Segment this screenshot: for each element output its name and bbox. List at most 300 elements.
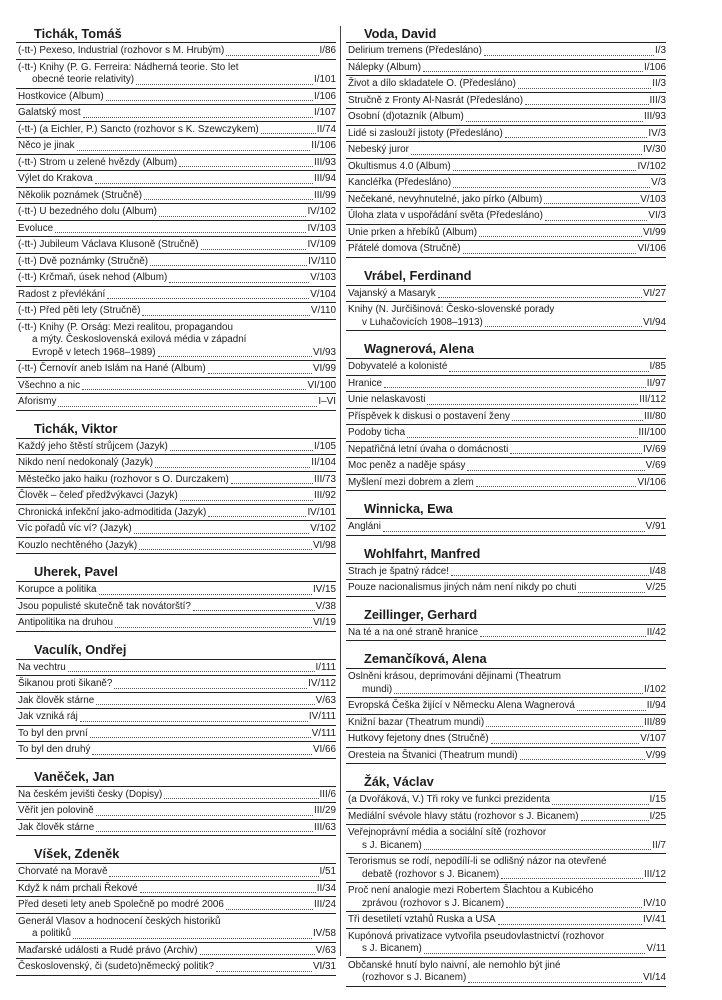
author-section-vanecek-jan (16, 768, 336, 837)
index-entry (346, 409, 666, 426)
dot-leader (424, 952, 646, 954)
entry-title-line: Unie nelaskavosti (348, 394, 426, 405)
issue-page-ref: VI/27 (642, 287, 666, 299)
author-heading: Uherek, Pavel (16, 563, 336, 582)
entry-last-line (348, 411, 666, 424)
index-entry (16, 204, 336, 221)
entry-title-line: Okultismus 4.0 (Album) (348, 160, 451, 172)
dot-leader (479, 235, 642, 237)
index-entry (346, 825, 666, 854)
author-section-vaculik-ondrej (16, 641, 336, 759)
issue-page-ref: V/110 (310, 305, 336, 316)
issue-page-ref: V/111 (311, 727, 336, 739)
dot-leader (520, 758, 645, 760)
author-section-vrabel-ferdinand (346, 267, 666, 332)
entry-last-line (348, 62, 666, 75)
issue-page-ref: II/7 (652, 839, 666, 851)
entry-last-line (348, 394, 666, 407)
index-entry (16, 188, 336, 205)
issue-page-ref: V/25 (645, 582, 666, 593)
issue-page-ref: III/80 (644, 410, 666, 422)
dot-leader (136, 83, 313, 85)
entry-last-line (348, 161, 666, 174)
entry-title-line: Radost z převlékání (18, 288, 106, 300)
dot-leader (506, 906, 642, 908)
entry-last-line (348, 943, 666, 956)
issue-page-ref: III/92 (314, 490, 336, 501)
index-entry (16, 582, 336, 599)
issue-page-ref: VI/106 (637, 243, 666, 254)
author-section-visek-zdenek (16, 845, 336, 976)
entry-title-line: Československý, či (sudeto)německý politik? (18, 961, 214, 972)
entry-last-line (18, 805, 336, 818)
issue-page-ref: VI/99 (312, 363, 336, 374)
entry-title-line: Pouze nacionalismus jiných nám není nikdy po chuti (348, 582, 577, 593)
dot-leader (486, 725, 643, 727)
entry-last-line (18, 140, 336, 153)
dot-leader (552, 803, 649, 805)
entry-title-line: debatě (rozhovor s J. Bicanem) (362, 868, 500, 880)
author-section-tichak-tomas (16, 26, 336, 411)
index-entry (346, 912, 666, 929)
entry-title-line: Jsou populisté skutečně tak novátorští? (18, 600, 191, 612)
entry-last-line (18, 173, 336, 186)
author-heading: Wohlfahrt, Manfred (346, 545, 666, 564)
entry-title-line: Evoluce (18, 222, 54, 234)
entry-title-line: To byl den druhý (18, 744, 91, 755)
author-section-zeillinger-gerhard (346, 606, 666, 642)
dot-leader (480, 635, 646, 637)
index-entry (16, 171, 336, 188)
entry-last-line (18, 678, 336, 691)
issue-page-ref: I/85 (649, 361, 666, 372)
entry-title-line: Moc peněz a naděje spásy (348, 460, 466, 471)
issue-page-ref: VI/14 (642, 972, 666, 983)
issue-page-ref: III/3 (649, 94, 666, 106)
author-section-uherek-pavel (16, 563, 336, 632)
entry-title-line: Městečko jako haiku (rozhovor s O. Durczakem) (18, 473, 229, 485)
index-entry (16, 615, 336, 632)
index-entry (346, 475, 666, 492)
dot-leader (107, 297, 309, 299)
entry-title-line: Výlet do Krakova (18, 173, 93, 184)
author-heading: Zeillinger, Gerhard (346, 606, 666, 625)
index-entry (16, 60, 336, 89)
dot-leader (424, 848, 651, 850)
issue-page-ref: VI/3 (648, 210, 666, 221)
author-section-zemancikova-alena (346, 650, 666, 764)
dot-leader (577, 709, 646, 711)
dot-leader (92, 753, 311, 755)
entry-last-line (18, 457, 336, 470)
dot-leader (95, 182, 313, 184)
author-section-wagnerova-alena (346, 340, 666, 491)
index-entry (16, 394, 336, 411)
issue-page-ref: IV/111 (308, 711, 336, 722)
entry-last-line (348, 361, 666, 374)
entry-last-line (18, 223, 336, 236)
dot-leader (467, 469, 644, 471)
index-entry (16, 378, 336, 395)
issue-page-ref: III/100 (638, 427, 666, 438)
entry-title-line: Delirium tremens (Předesláno) (348, 45, 482, 56)
issue-page-ref: V/103 (640, 193, 666, 205)
dot-leader (545, 219, 648, 221)
entry-last-line (348, 317, 666, 330)
index-entry (16, 287, 336, 304)
issue-page-ref: IV/58 (312, 928, 336, 939)
dot-leader (423, 70, 643, 72)
dot-leader (505, 136, 648, 138)
dot-leader (510, 452, 642, 454)
issue-page-ref: IV/102 (637, 160, 666, 172)
index-entry (16, 472, 336, 489)
entry-title-line: Na té a na oné straně hranice (348, 626, 479, 638)
index-entry (346, 731, 666, 748)
author-heading: Zemančíková, Alena (346, 650, 666, 669)
entry-title-line: s J. Bicanem) (362, 839, 422, 851)
entry-last-line (18, 239, 336, 252)
entry-title-line: Člověk – čeleď předžvýkavci (Jazyk) (18, 490, 178, 501)
entry-last-line (18, 157, 336, 170)
entry-title-line: zprávou (rozhovor s J. Bicanem) (362, 897, 505, 909)
entry-title-line: Něco je jinak (18, 140, 75, 151)
dot-leader (90, 736, 311, 738)
issue-page-ref: II/34 (316, 882, 336, 894)
entry-last-line (18, 662, 336, 675)
dot-leader (201, 248, 307, 250)
entry-last-line (18, 928, 336, 941)
entry-title-line: Chronická infekční jako-admoditida (Jazyk) (18, 506, 207, 518)
entry-title-line: Podoby ticha (348, 427, 406, 438)
entry-last-line (348, 427, 666, 440)
entry-title-line: Galatský most (18, 107, 81, 118)
dot-leader (164, 797, 318, 799)
entry-title-line: Unie prken a hřebíků (Album) (348, 226, 477, 238)
author-heading: Vrábel, Ferdinand (346, 267, 666, 286)
entry-title-line: a mýty. Československá exilová média v západní (32, 334, 247, 345)
dot-leader (544, 202, 639, 204)
entry-title-line: Lidé si zaslouží jistoty (Předesláno) (348, 127, 503, 139)
dot-leader (484, 54, 654, 56)
entry-title-line: Několik poznámek (Stručně) (18, 189, 143, 201)
dot-leader (159, 215, 307, 217)
entry-last-line (18, 961, 336, 974)
entry-title-line: Na vechtru (18, 661, 66, 673)
issue-page-ref: VI/19 (312, 617, 336, 628)
entry-title-line: (-tt-) Knihy (P. Orság: Mezi realitou, propagandou (18, 321, 233, 333)
entry-last-line (18, 490, 336, 503)
entry-title-line: Všechno a nic (18, 379, 81, 391)
issue-page-ref: I/111 (315, 661, 336, 673)
entry-last-line (348, 243, 666, 256)
index-entry (346, 698, 666, 715)
dot-leader (77, 149, 311, 151)
entry-last-line (348, 914, 666, 927)
issue-page-ref: III/89 (644, 716, 666, 728)
issue-page-ref: V/99 (645, 749, 666, 761)
dot-leader (512, 419, 643, 421)
issue-page-ref: I/51 (319, 866, 336, 877)
entry-last-line (18, 899, 336, 912)
entry-title-line: Víc pořadů víc ví? (Jazyk) (18, 523, 132, 534)
dot-leader (466, 120, 643, 122)
entry-title-line: Kouzlo nechtěného (Jazyk) (18, 539, 138, 551)
index-entry (346, 126, 666, 143)
author-heading: Winnicka, Ewa (346, 500, 666, 519)
index-entry (346, 425, 666, 442)
entry-last-line (18, 728, 336, 741)
index-entry (346, 669, 666, 698)
index-entry (346, 748, 666, 765)
entry-title-line: Věřit jen polovině (18, 805, 94, 816)
issue-page-ref: VI/100 (307, 379, 336, 391)
index-entry (16, 320, 336, 362)
index-entry (16, 270, 336, 287)
entry-last-line (18, 206, 336, 219)
issue-page-ref: IV/15 (312, 584, 336, 595)
index-entry (346, 208, 666, 225)
dot-leader (114, 687, 307, 689)
entry-last-line (18, 305, 336, 318)
index-entry (16, 439, 336, 456)
entry-title-line: (-tt-) Před pěti lety (Stručně) (18, 305, 141, 316)
entry-last-line (18, 883, 336, 896)
issue-page-ref: III/93 (644, 111, 666, 122)
index-column-right (346, 26, 666, 996)
entry-last-line (348, 288, 666, 301)
author-heading: Vaculík, Ondřej (16, 641, 336, 660)
index-entry (346, 958, 666, 987)
entry-last-line (18, 441, 336, 454)
entry-title-line: Knižní bazar (Theatrum mundi) (348, 716, 485, 728)
entry-last-line (18, 272, 336, 285)
index-entry (16, 726, 336, 743)
index-entry (16, 803, 336, 820)
entry-title-line: Příspěvek k diskusi o postavení ženy (348, 410, 510, 422)
entry-last-line (18, 617, 336, 630)
entry-last-line (348, 227, 666, 240)
dot-leader (68, 670, 315, 672)
index-entry (346, 241, 666, 258)
author-heading: Tichák, Tomáš (16, 26, 336, 43)
entry-last-line (18, 363, 336, 376)
index-entry (346, 392, 666, 409)
entry-title-line: Myšlení mezi dobrem a zlem (348, 476, 474, 488)
dot-leader (476, 485, 637, 487)
issue-page-ref: VI/98 (312, 539, 336, 551)
index-entry (346, 43, 666, 60)
dot-leader (170, 449, 313, 451)
entry-last-line (348, 794, 666, 807)
index-entry (16, 742, 336, 759)
dot-leader (383, 530, 645, 532)
dot-leader (179, 165, 313, 167)
dot-leader (96, 703, 314, 705)
entry-title-line: Nikdo není nedokonalý (Jazyk) (18, 457, 154, 468)
issue-page-ref: IV/109 (307, 239, 336, 250)
dot-leader (226, 54, 318, 56)
dot-leader (407, 436, 637, 438)
issue-page-ref: VI/94 (642, 316, 666, 328)
author-section-voda-david (346, 26, 666, 258)
entry-title-line: Tři desetiletí vztahů Ruska a USA (348, 914, 496, 925)
index-entry (346, 192, 666, 209)
index-entry (16, 361, 336, 378)
dot-leader (501, 877, 643, 879)
entry-last-line (348, 898, 666, 911)
entry-title-line: Před deseti lety aneb Společně po modré 2006 (18, 899, 224, 910)
entry-title-line: Kupónová privatizace vytvořila pseudovlastnictví (rozhovor (348, 930, 605, 942)
entry-title-line: (-tt-) Pexeso, Industrial (rozhovor s M. Hrubým) (18, 45, 225, 56)
entry-title-line: Knihy (N. Jurčišinová: Česko-slovenské porady (348, 304, 555, 315)
index-entry (346, 159, 666, 176)
entry-last-line (348, 95, 666, 108)
issue-page-ref: V/11 (646, 943, 666, 954)
entry-title-line: Terorismus se rodí, nepodílí-li se odlišný názor na otevřené (348, 856, 607, 867)
index-entry (346, 442, 666, 459)
dot-leader (453, 169, 637, 171)
index-entry (346, 519, 666, 536)
index-entry (346, 109, 666, 126)
entry-title-line: Oslněni krásou, deprimováni dějinami (Theatrum (348, 671, 561, 682)
entry-title-line: (-tt-) Černovír aneb Islám na Hané (Album) (18, 363, 206, 374)
issue-page-ref: V/3 (651, 177, 666, 188)
dot-leader (96, 830, 313, 832)
entry-title-line: (-tt-) U bezedného dolu (Album) (18, 206, 157, 217)
entry-title-line: Chorvaté na Moravě (18, 866, 108, 877)
issue-page-ref: III/93 (314, 156, 336, 168)
index-entry (16, 505, 336, 522)
dot-leader (525, 103, 648, 105)
entry-last-line (18, 45, 336, 58)
issue-page-ref: I/102 (644, 683, 666, 695)
entry-last-line (18, 347, 336, 360)
entry-last-line (18, 744, 336, 757)
entry-title-line: Hranice (348, 377, 383, 389)
entry-last-line (18, 380, 336, 393)
dot-leader (142, 314, 310, 316)
index-entry (16, 881, 336, 898)
entry-title-line: (a Dvořáková, V.) Tři roky ve funkci prezidenta (348, 794, 550, 805)
entry-title-line: Osobní (d)otazník (Album) (348, 111, 464, 122)
dot-leader (384, 386, 646, 388)
dot-leader (115, 626, 312, 628)
issue-page-ref: I/101 (314, 74, 336, 85)
entry-title-line: Přátelé domova (Stručně) (348, 243, 461, 254)
dot-leader (73, 937, 312, 939)
dot-leader (200, 953, 315, 955)
entry-title-line: Proč není analogie mezi Robertem Šlachtou a Kubicého (348, 885, 594, 896)
index-entry (16, 820, 336, 837)
issue-page-ref: V/69 (645, 460, 666, 471)
index-entry (346, 809, 666, 826)
author-heading: Wagnerová, Alena (346, 340, 666, 359)
author-heading: Tichák, Viktor (16, 420, 336, 439)
dot-leader (394, 692, 643, 694)
dot-leader (80, 720, 308, 722)
entry-last-line (348, 177, 666, 190)
index-entry (346, 60, 666, 77)
issue-page-ref: II/3 (652, 78, 666, 89)
entry-title-line: Nebeský juror (348, 144, 409, 155)
entry-last-line (18, 866, 336, 879)
entry-last-line (18, 190, 336, 203)
author-heading: Voda, David (346, 26, 666, 43)
issue-page-ref: II/94 (646, 700, 666, 711)
entry-last-line (18, 507, 336, 520)
index-entry (346, 225, 666, 242)
dot-leader (226, 908, 313, 910)
entry-title-line: (rozhovor s J. Bicanem) (362, 972, 467, 983)
issue-page-ref: III/12 (644, 868, 666, 880)
entry-title-line: (-tt-) Knihy (P. G. Ferreira: Nádherná teorie. Sto let (18, 61, 239, 73)
dot-leader (99, 593, 312, 595)
index-entry (16, 254, 336, 271)
entry-title-line: (-tt-) Jubileum Václava Klusoně (Stručně) (18, 239, 199, 250)
index-entry (16, 676, 336, 693)
entry-title-line: Nepatřičná letní úvaha o domácnosti (348, 443, 509, 455)
dot-leader (139, 548, 312, 550)
dot-leader (158, 355, 312, 357)
index-entry (346, 929, 666, 958)
dot-leader (55, 231, 306, 233)
index-column-left (16, 26, 336, 985)
entry-title-line: Každý jeho štěstí strůjcem (Jazyk) (18, 440, 168, 452)
entry-last-line (348, 869, 666, 882)
index-entry (16, 914, 336, 943)
index-entry (16, 138, 336, 155)
entry-title-line: Antipolitika na druhou (18, 617, 113, 628)
entry-last-line (348, 700, 666, 713)
entry-title-line: (-tt-) Strom u zelené hvězdy (Album) (18, 156, 178, 168)
entry-title-line: obecné teorie relativity) (32, 74, 135, 85)
issue-page-ref: II/106 (311, 140, 336, 151)
entry-title-line: s J. Bicanem) (362, 943, 422, 954)
issue-page-ref: IV/101 (307, 506, 336, 518)
issue-page-ref: IV/102 (307, 206, 336, 217)
issue-page-ref: V/38 (315, 600, 336, 612)
dot-leader (155, 466, 310, 468)
issue-page-ref: IV/10 (642, 897, 666, 909)
entry-title-line: Stručně z Fronty Al-Nasrát (Předesláno) (348, 94, 524, 106)
entry-last-line (348, 378, 666, 391)
dot-leader (231, 482, 313, 484)
index-entry (16, 155, 336, 172)
issue-page-ref: II/74 (316, 123, 336, 135)
index-entry (16, 959, 336, 976)
entry-title-line: Nečekané, nevyhnutelné, jako pírko (Album) (348, 193, 543, 205)
entry-title-line: Život a dílo skladatele O. (Předesláno) (348, 78, 516, 89)
index-entry (346, 175, 666, 192)
issue-page-ref: I/48 (649, 565, 666, 577)
dot-leader (96, 814, 313, 816)
index-entry (16, 538, 336, 555)
issue-page-ref: I/25 (649, 810, 666, 822)
entry-title-line: Oresteia na Štvanici (Theatrum mundi) (348, 749, 518, 761)
index-entry (16, 122, 336, 139)
author-section-tichak-viktor (16, 420, 336, 555)
entry-last-line (348, 750, 666, 763)
dot-leader (449, 370, 648, 372)
issue-page-ref: V/102 (310, 523, 336, 534)
entry-title-line: Na českém jevišti česky (Dopisy) (18, 788, 163, 800)
dot-leader (411, 153, 642, 155)
index-entry (346, 854, 666, 883)
author-section-winnicka-ewa (346, 500, 666, 536)
issue-page-ref: I/3 (655, 45, 666, 56)
entry-last-line (348, 477, 666, 490)
